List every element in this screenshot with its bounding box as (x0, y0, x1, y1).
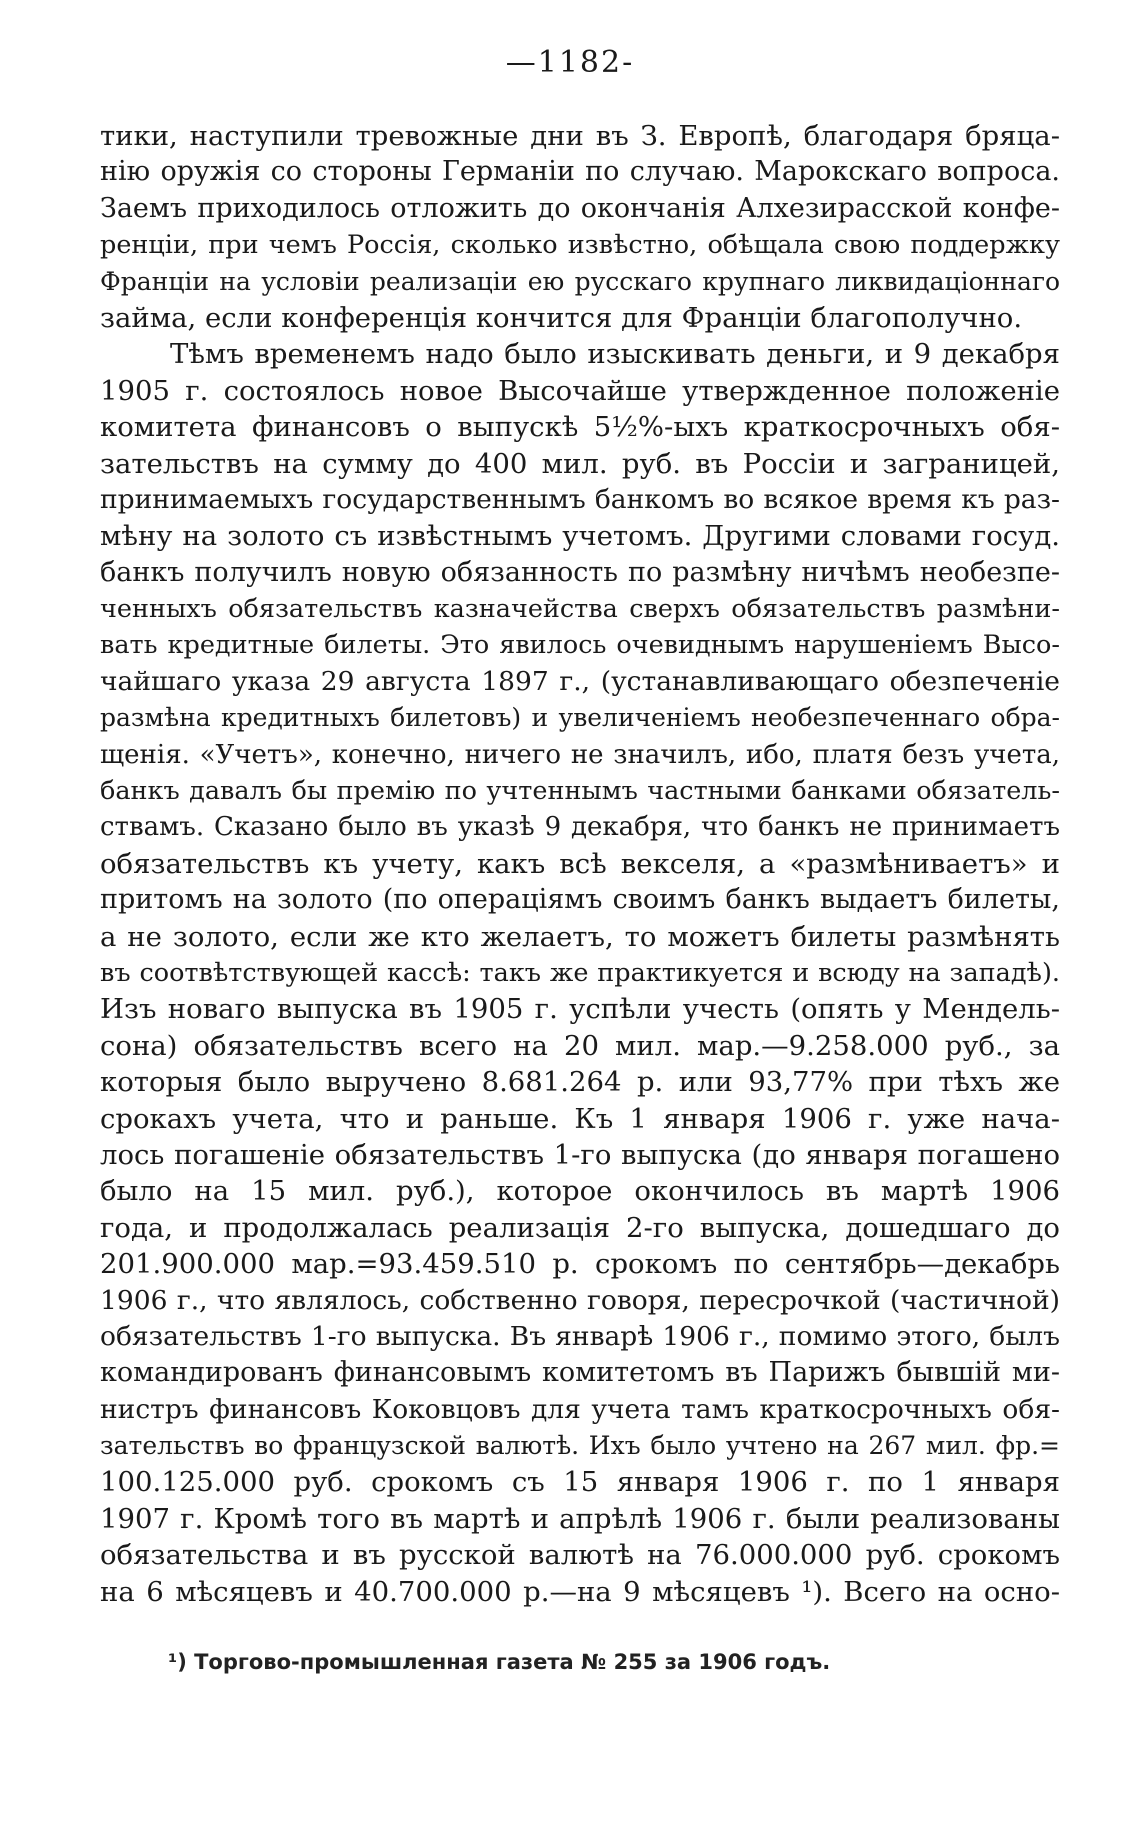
text-line: на 6 мѣсяцевъ и 40.700.000 р.—на 9 мѣсяцевъ ¹). Всего на осно- (100, 1575, 1060, 1608)
text-line: Заемъ приходилось отложить до окончанія Алхезирасской конфе- (100, 192, 1060, 224)
text-line: 1905 г. состоялось новое Высочайше утвержденное положеніе (100, 374, 1060, 407)
text-line: лось погашеніе обязательствъ 1-го выпуска (до января погашено (100, 1138, 1060, 1171)
text-line: банкъ получилъ новую обязанность по размѣну ничѣмъ необезпе- (100, 556, 1060, 588)
text-line: займа, если конференція кончится для Франціи благополучно. (100, 301, 1023, 334)
text-line: Тѣмъ временемъ надо было изыскивать деньги, и 9 декабря (170, 338, 1060, 371)
text-line: тики, наступили тревожные дни въ З. Европѣ, благодаря бряца- (100, 120, 1060, 152)
text-line: ченныхъ обязательствъ казначейства сверхъ обязательствъ размѣни- (100, 594, 1060, 625)
text-line: щенія. «Учетъ», конечно, ничего не значилъ, ибо, платя безъ учета, (100, 739, 1060, 770)
text-line: банкъ давалъ бы премію по учтеннымъ частными банками обязатель- (100, 776, 1060, 807)
text-line: зательствъ на сумму до 400 мил. руб. въ Россіи и заграницей, (100, 447, 1060, 480)
text-line: срокахъ учета, что и раньше. Къ 1 января 1906 г. уже нача- (100, 1102, 1060, 1135)
text-line: обязательствъ къ учету, какъ всѣ векселя, а «размѣниваетъ» и (100, 847, 1060, 880)
text-line: принимаемыхъ государственнымъ банкомъ во всякое время къ раз- (100, 483, 1060, 515)
text-line: притомъ на золото (по операціямъ своимъ банкъ выдаетъ билеты, (100, 884, 1060, 916)
body-text (100, 118, 1060, 1610)
text-line: ствамъ. Сказано было въ указѣ 9 декабря, что банкъ не принимаетъ (100, 812, 1060, 843)
text-line: сона) обязательствъ всего на 20 мил. мар.—9.258.000 руб., за (100, 1029, 1060, 1062)
text-line: обязательствъ 1-го выпуска. Въ январѣ 1906 г., помимо этого, былъ (100, 1320, 1060, 1352)
text-line: ренціи, при чемъ Россія, сколько извѣстно, обѣщала свою поддержку (100, 230, 1060, 261)
text-line: нистръ финансовъ Коковцовъ для учета тамъ краткосрочныхъ обя- (100, 1393, 1060, 1425)
text-line: 201.900.000 мар.=93.459.510 р. срокомъ по сентябрь—декабрь (100, 1248, 1060, 1281)
text-line: года, и продолжалась реализація 2-го выпуска, дошедшаго до (100, 1211, 1060, 1244)
text-line: 1907 г. Кромѣ того въ мартѣ и апрѣлѣ 1906 г. были реализованы (100, 1502, 1060, 1535)
text-line: мѣну на золото съ извѣстнымъ учетомъ. Другими словами госуд. (100, 520, 1060, 553)
text-line: комитета финансовъ о выпускѣ 5½%-ыхъ краткосрочныхъ обя- (100, 411, 1060, 444)
text-line: чайшаго указа 29 августа 1897 г., (устанавливающаго обезпеченіе (100, 665, 1060, 697)
text-line: 1906 г., что являлось, собственно говоря, пересрочкой (частичной) (100, 1284, 1060, 1316)
text-line: вать кредитные билеты. Это явилось очевиднымъ нарушеніемъ Высо- (100, 630, 1060, 661)
text-line: въ соотвѣтствующей кассѣ: такъ же практикуется и всюду на западѣ). (100, 957, 1060, 988)
text-line: нію оружія со стороны Германіи по случаю. Марокскаго вопроса. (100, 156, 1060, 188)
page-number: —1182- (505, 45, 635, 80)
text-line: а не золото, если же кто желаетъ, то можетъ билеты размѣнять (100, 920, 1060, 953)
text-line: Франціи на условіи реализаціи ею русскаго крупнаго ликвидаціоннаго (100, 266, 1060, 296)
text-line: командированъ финансовымъ комитетомъ въ Парижъ бывшій ми- (100, 1357, 1060, 1389)
text-line: Изъ новаго выпуска въ 1905 г. успѣли учесть (опять у Мендель- (100, 993, 1060, 1026)
text-line: которыя было выручено 8.681.264 р. или 93,77% при тѣхъ же (100, 1066, 1060, 1099)
footnote: ¹) Торгово-промышленная газета № 255 за 1906 годъ. (168, 1650, 831, 1674)
text-line: было на 15 мил. руб.), которое окончилось въ мартѣ 1906 (100, 1175, 1060, 1208)
text-line: обязательства и въ русской валютѣ на 76.000.000 руб. срокомъ (100, 1539, 1060, 1572)
text-line: зательствъ во французской валютѣ. Ихъ было учтено на 267 мил. фр.= (100, 1431, 1060, 1461)
text-line: размѣна кредитныхъ билетовъ) и увеличеніемъ необезпеченнаго обра- (100, 703, 1060, 733)
text-line: 100.125.000 руб. срокомъ съ 15 января 1906 г. по 1 января (100, 1466, 1060, 1499)
